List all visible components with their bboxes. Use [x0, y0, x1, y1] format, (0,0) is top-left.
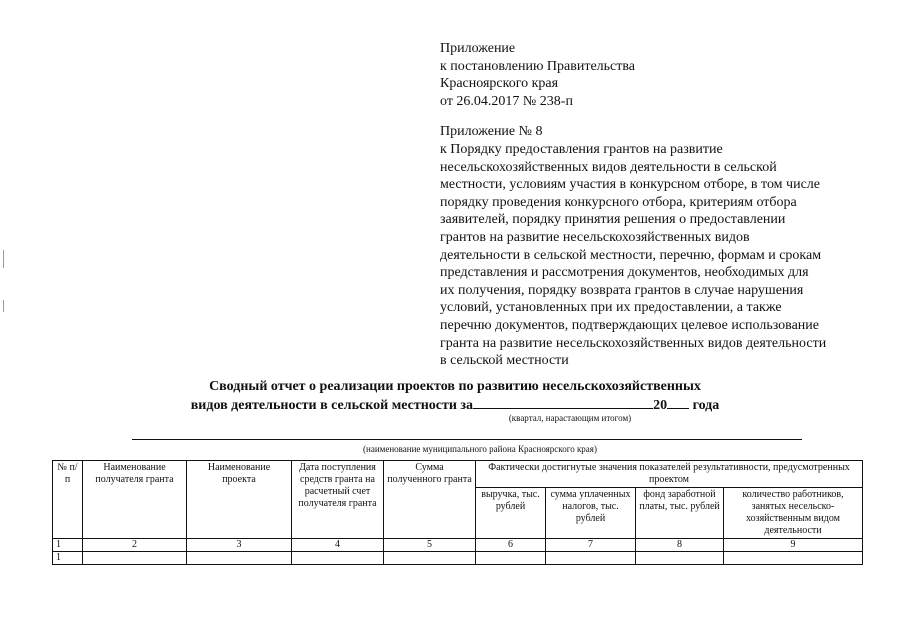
header-achieved: Фактически достигнутые значения показателей результативности, предусмотренных проектом	[476, 461, 863, 488]
column-number: 6	[476, 539, 546, 552]
appendix-body-line: порядку проведения конкурсного отбора, критериям отбора	[440, 194, 797, 210]
report-table	[52, 460, 863, 565]
appendix-body-line: несельскохозяйственных видов деятельности в сельской	[440, 159, 777, 175]
table-cell[interactable]	[292, 552, 384, 565]
year-suffix: года	[692, 398, 720, 413]
appendix-body-line: грантов на развитие несельскохозяйственных видов	[440, 229, 750, 245]
table-cell[interactable]	[476, 552, 546, 565]
appendix-body-line: в сельской местности	[440, 353, 569, 369]
appendix-header-line: к постановлению Правительства	[440, 58, 636, 74]
appendix-body-line: деятельности в сельской местности, перечню, формам и срокам	[440, 247, 822, 263]
header-receipt-date: Дата поступления средств гранта на расчетный счет получателя гранта	[292, 461, 384, 539]
appendix-body-line: к Порядку предоставления грантов на развитие	[440, 141, 723, 157]
header-workers: количество работников, занятых несельско-хозяйственным видом деятельности	[724, 488, 863, 539]
table-cell[interactable]	[384, 552, 476, 565]
period-caption: (квартал, нарастающим итогом)	[508, 413, 632, 423]
table-cell[interactable]	[187, 552, 292, 565]
header-project: Наименование проекта	[187, 461, 292, 539]
report-title	[150, 378, 760, 415]
appendix-body-line: перечню документов, подтверждающих целевое использование	[440, 317, 820, 333]
column-number: 5	[384, 539, 476, 552]
header-recipient: Наименование получателя гранта	[83, 461, 187, 539]
district-caption: (наименование муниципального района Красноярского края)	[363, 444, 597, 454]
table-row	[53, 552, 863, 565]
table-header-row	[53, 461, 863, 488]
year-blank-field[interactable]	[667, 396, 689, 409]
appendix-header-line: Приложение	[440, 41, 516, 56]
header-num: № п/п	[53, 461, 83, 539]
header-grant-sum: Сумма полученного гранта	[384, 461, 476, 539]
column-number: 3	[187, 539, 292, 552]
header-revenue: выручка, тыс. рублей	[476, 488, 546, 539]
district-blank-field[interactable]	[132, 439, 802, 440]
appendix-header-line: Красноярского края	[440, 76, 559, 92]
appendix-body-line: условий, установленных при их предоставлении, а также	[440, 300, 782, 316]
column-number: 9	[724, 539, 863, 552]
appendix-body-line: местности, условиям участия в конкурсном отборе, в том числе	[440, 177, 820, 193]
column-number: 7	[546, 539, 636, 552]
appendix-body-line: их получения, порядку возврата грантов в случае нарушения	[440, 282, 804, 298]
report-title-line1: Сводный отчет о реализации проектов по развитию несельскохозяйственных	[209, 379, 701, 394]
column-number: 1	[53, 539, 83, 552]
table-cell[interactable]	[546, 552, 636, 565]
table-cell[interactable]	[83, 552, 187, 565]
table-cell[interactable]	[636, 552, 724, 565]
column-number-row	[53, 539, 863, 552]
column-number: 4	[292, 539, 384, 552]
appendix-number: Приложение № 8	[440, 124, 543, 140]
column-number: 8	[636, 539, 724, 552]
header-payroll: фонд заработной платы, тыс. рублей	[636, 488, 724, 539]
appendix-body-line: заявителей, порядку принятия решения о предоставлении	[440, 212, 786, 228]
table-cell[interactable]	[724, 552, 863, 565]
appendix-body-line: представления и рассмотрения документов, необходимых для	[440, 265, 809, 281]
table-cell: 1	[53, 552, 83, 565]
appendix-block	[440, 40, 880, 370]
appendix-header-line: от 26.04.2017 № 238-п	[440, 93, 573, 109]
scan-artifact	[3, 300, 4, 312]
scan-artifact	[3, 250, 4, 268]
header-taxes: сумма уплаченных налогов, тыс. рублей	[546, 488, 636, 539]
report-title-prefix: видов деятельности в сельской местности за	[190, 398, 474, 413]
column-number: 2	[83, 539, 187, 552]
appendix-body-line: гранта на развитие несельскохозяйственных видов деятельности	[440, 335, 827, 351]
period-blank-field[interactable]	[473, 396, 653, 409]
year-prefix: 20	[653, 398, 668, 413]
